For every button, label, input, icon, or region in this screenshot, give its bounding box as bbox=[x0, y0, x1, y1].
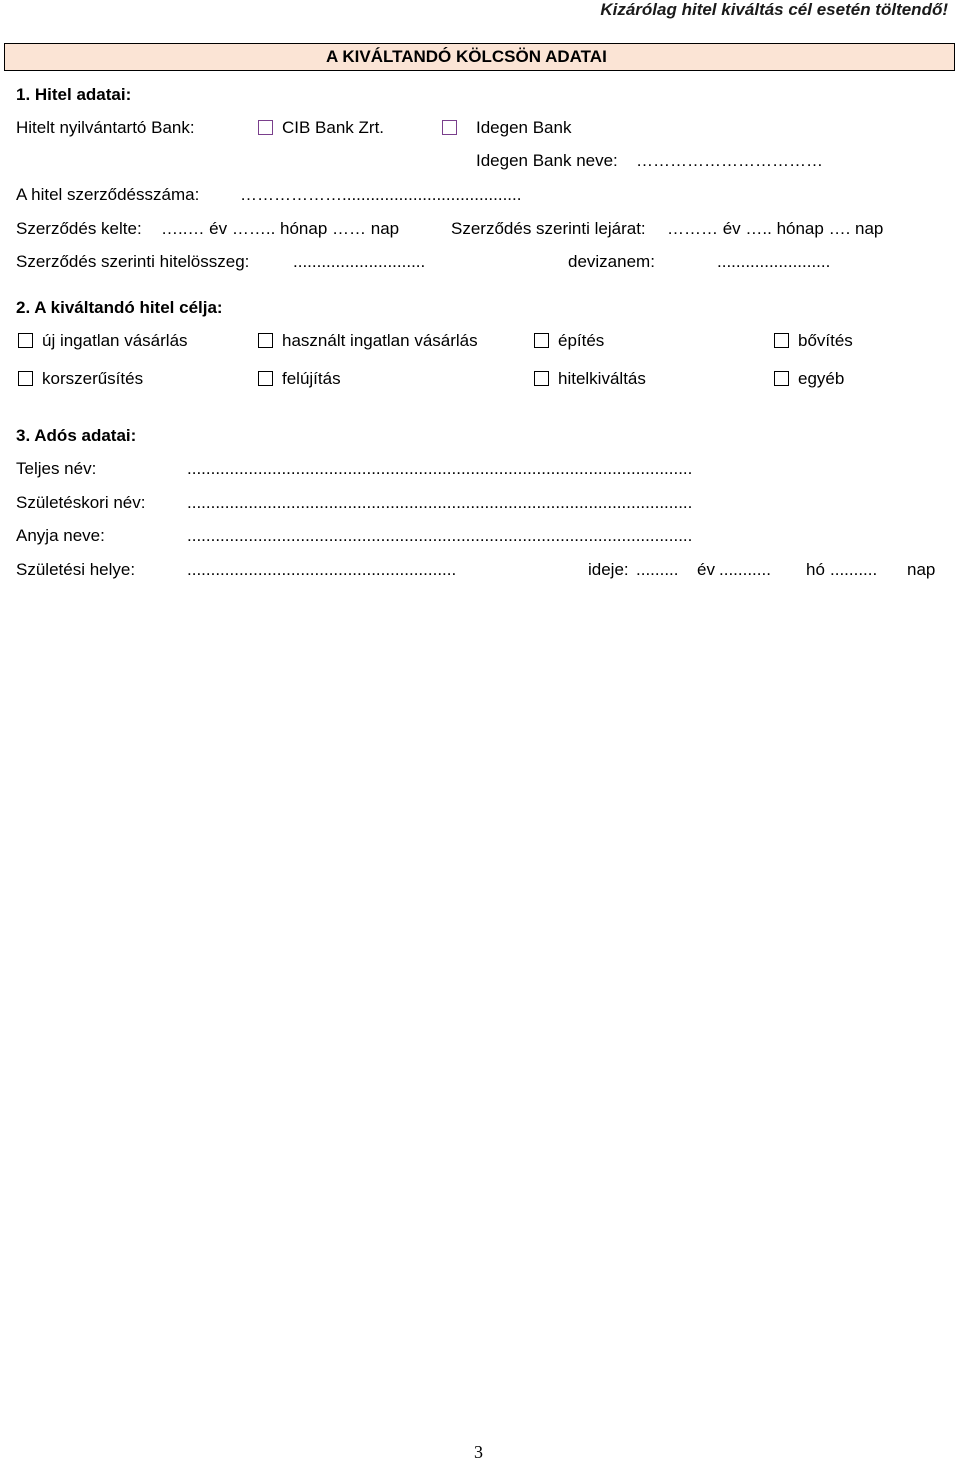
purpose-construction-checkbox[interactable] bbox=[534, 333, 549, 348]
birth-year-label: év bbox=[697, 560, 715, 579]
purpose-refinancing-checkbox[interactable] bbox=[534, 371, 549, 386]
birth-month-field[interactable]: ........... bbox=[719, 560, 771, 579]
section-banner bbox=[4, 43, 955, 71]
mother-name-field[interactable]: ........................................................................................................... bbox=[187, 526, 693, 545]
birth-day-label: nap bbox=[907, 560, 936, 579]
purpose-other-label: egyéb bbox=[798, 369, 845, 388]
contract-date-label: Szerződés kelte: bbox=[16, 219, 142, 238]
purpose-extension-checkbox[interactable] bbox=[774, 333, 789, 348]
page-number: 3 bbox=[474, 1442, 483, 1462]
birth-name-label: Születéskori név: bbox=[16, 493, 146, 512]
purpose-other-checkbox[interactable] bbox=[774, 371, 789, 386]
purpose-refinancing-label: hitelkiváltás bbox=[558, 369, 646, 388]
fill-instruction-note: Kizárólag hitel kiváltás cél esetén töltendő! bbox=[600, 0, 948, 19]
loan-amount-label: Szerződés szerinti hitelösszeg: bbox=[16, 252, 250, 271]
birth-place-label: Születési helye: bbox=[16, 560, 136, 579]
purpose-used-property-label: használt ingatlan vásárlás bbox=[282, 331, 478, 350]
birth-name-field[interactable]: ........................................................................................................... bbox=[187, 493, 693, 512]
other-bank-name-label: Idegen Bank neve: bbox=[476, 151, 618, 170]
purpose-used-property-checkbox[interactable] bbox=[258, 333, 273, 348]
section1-heading: 1. Hitel adatai: bbox=[16, 85, 132, 104]
purpose-new-property-label: új ingatlan vásárlás bbox=[42, 331, 188, 350]
purpose-renovation-checkbox[interactable] bbox=[258, 371, 273, 386]
birth-year-field[interactable]: ......... bbox=[636, 560, 679, 579]
bank-label: Hitelt nyilvántartó Bank: bbox=[16, 118, 195, 137]
birth-month-label: hó bbox=[806, 560, 825, 579]
section2-heading: 2. A kiváltandó hitel célja: bbox=[16, 298, 223, 317]
currency-label: devizanem: bbox=[568, 252, 655, 271]
other-bank-label: Idegen Bank bbox=[476, 118, 572, 137]
birth-place-field[interactable]: ......................................................... bbox=[187, 560, 457, 579]
contract-number-field[interactable]: ………………...................................... bbox=[240, 185, 522, 204]
purpose-modernization-label: korszerűsítés bbox=[42, 369, 144, 388]
other-bank-name-field[interactable]: …………………………… bbox=[636, 151, 823, 170]
birth-day-field[interactable]: .......... bbox=[830, 560, 878, 579]
contract-number-label: A hitel szerződésszáma: bbox=[16, 185, 200, 204]
contract-date-field[interactable]: …..… év …….. hónap …… nap bbox=[161, 219, 400, 238]
purpose-renovation-label: felújítás bbox=[282, 369, 341, 388]
banner-title: A KIVÁLTANDÓ KÖLCSÖN ADATAI bbox=[326, 47, 607, 66]
currency-field[interactable]: ........................ bbox=[717, 252, 831, 271]
purpose-modernization-checkbox[interactable] bbox=[18, 371, 33, 386]
mother-name-label: Anyja neve: bbox=[16, 526, 105, 545]
full-name-field[interactable]: ........................................................................................................... bbox=[187, 459, 693, 478]
purpose-extension-label: bővítés bbox=[798, 331, 853, 350]
cib-bank-checkbox[interactable] bbox=[258, 120, 273, 135]
maturity-label: Szerződés szerinti lejárat: bbox=[451, 219, 646, 238]
purpose-new-property-checkbox[interactable] bbox=[18, 333, 33, 348]
loan-amount-field[interactable]: ............................ bbox=[293, 252, 426, 271]
birth-date-label: ideje: bbox=[588, 560, 629, 579]
cib-bank-label: CIB Bank Zrt. bbox=[282, 118, 385, 137]
maturity-field[interactable]: ……… év ….. hónap …. nap bbox=[667, 219, 884, 238]
full-name-label: Teljes név: bbox=[16, 459, 97, 478]
other-bank-checkbox[interactable] bbox=[442, 120, 457, 135]
purpose-construction-label: építés bbox=[558, 331, 605, 350]
section3-heading: 3. Adós adatai: bbox=[16, 426, 137, 445]
